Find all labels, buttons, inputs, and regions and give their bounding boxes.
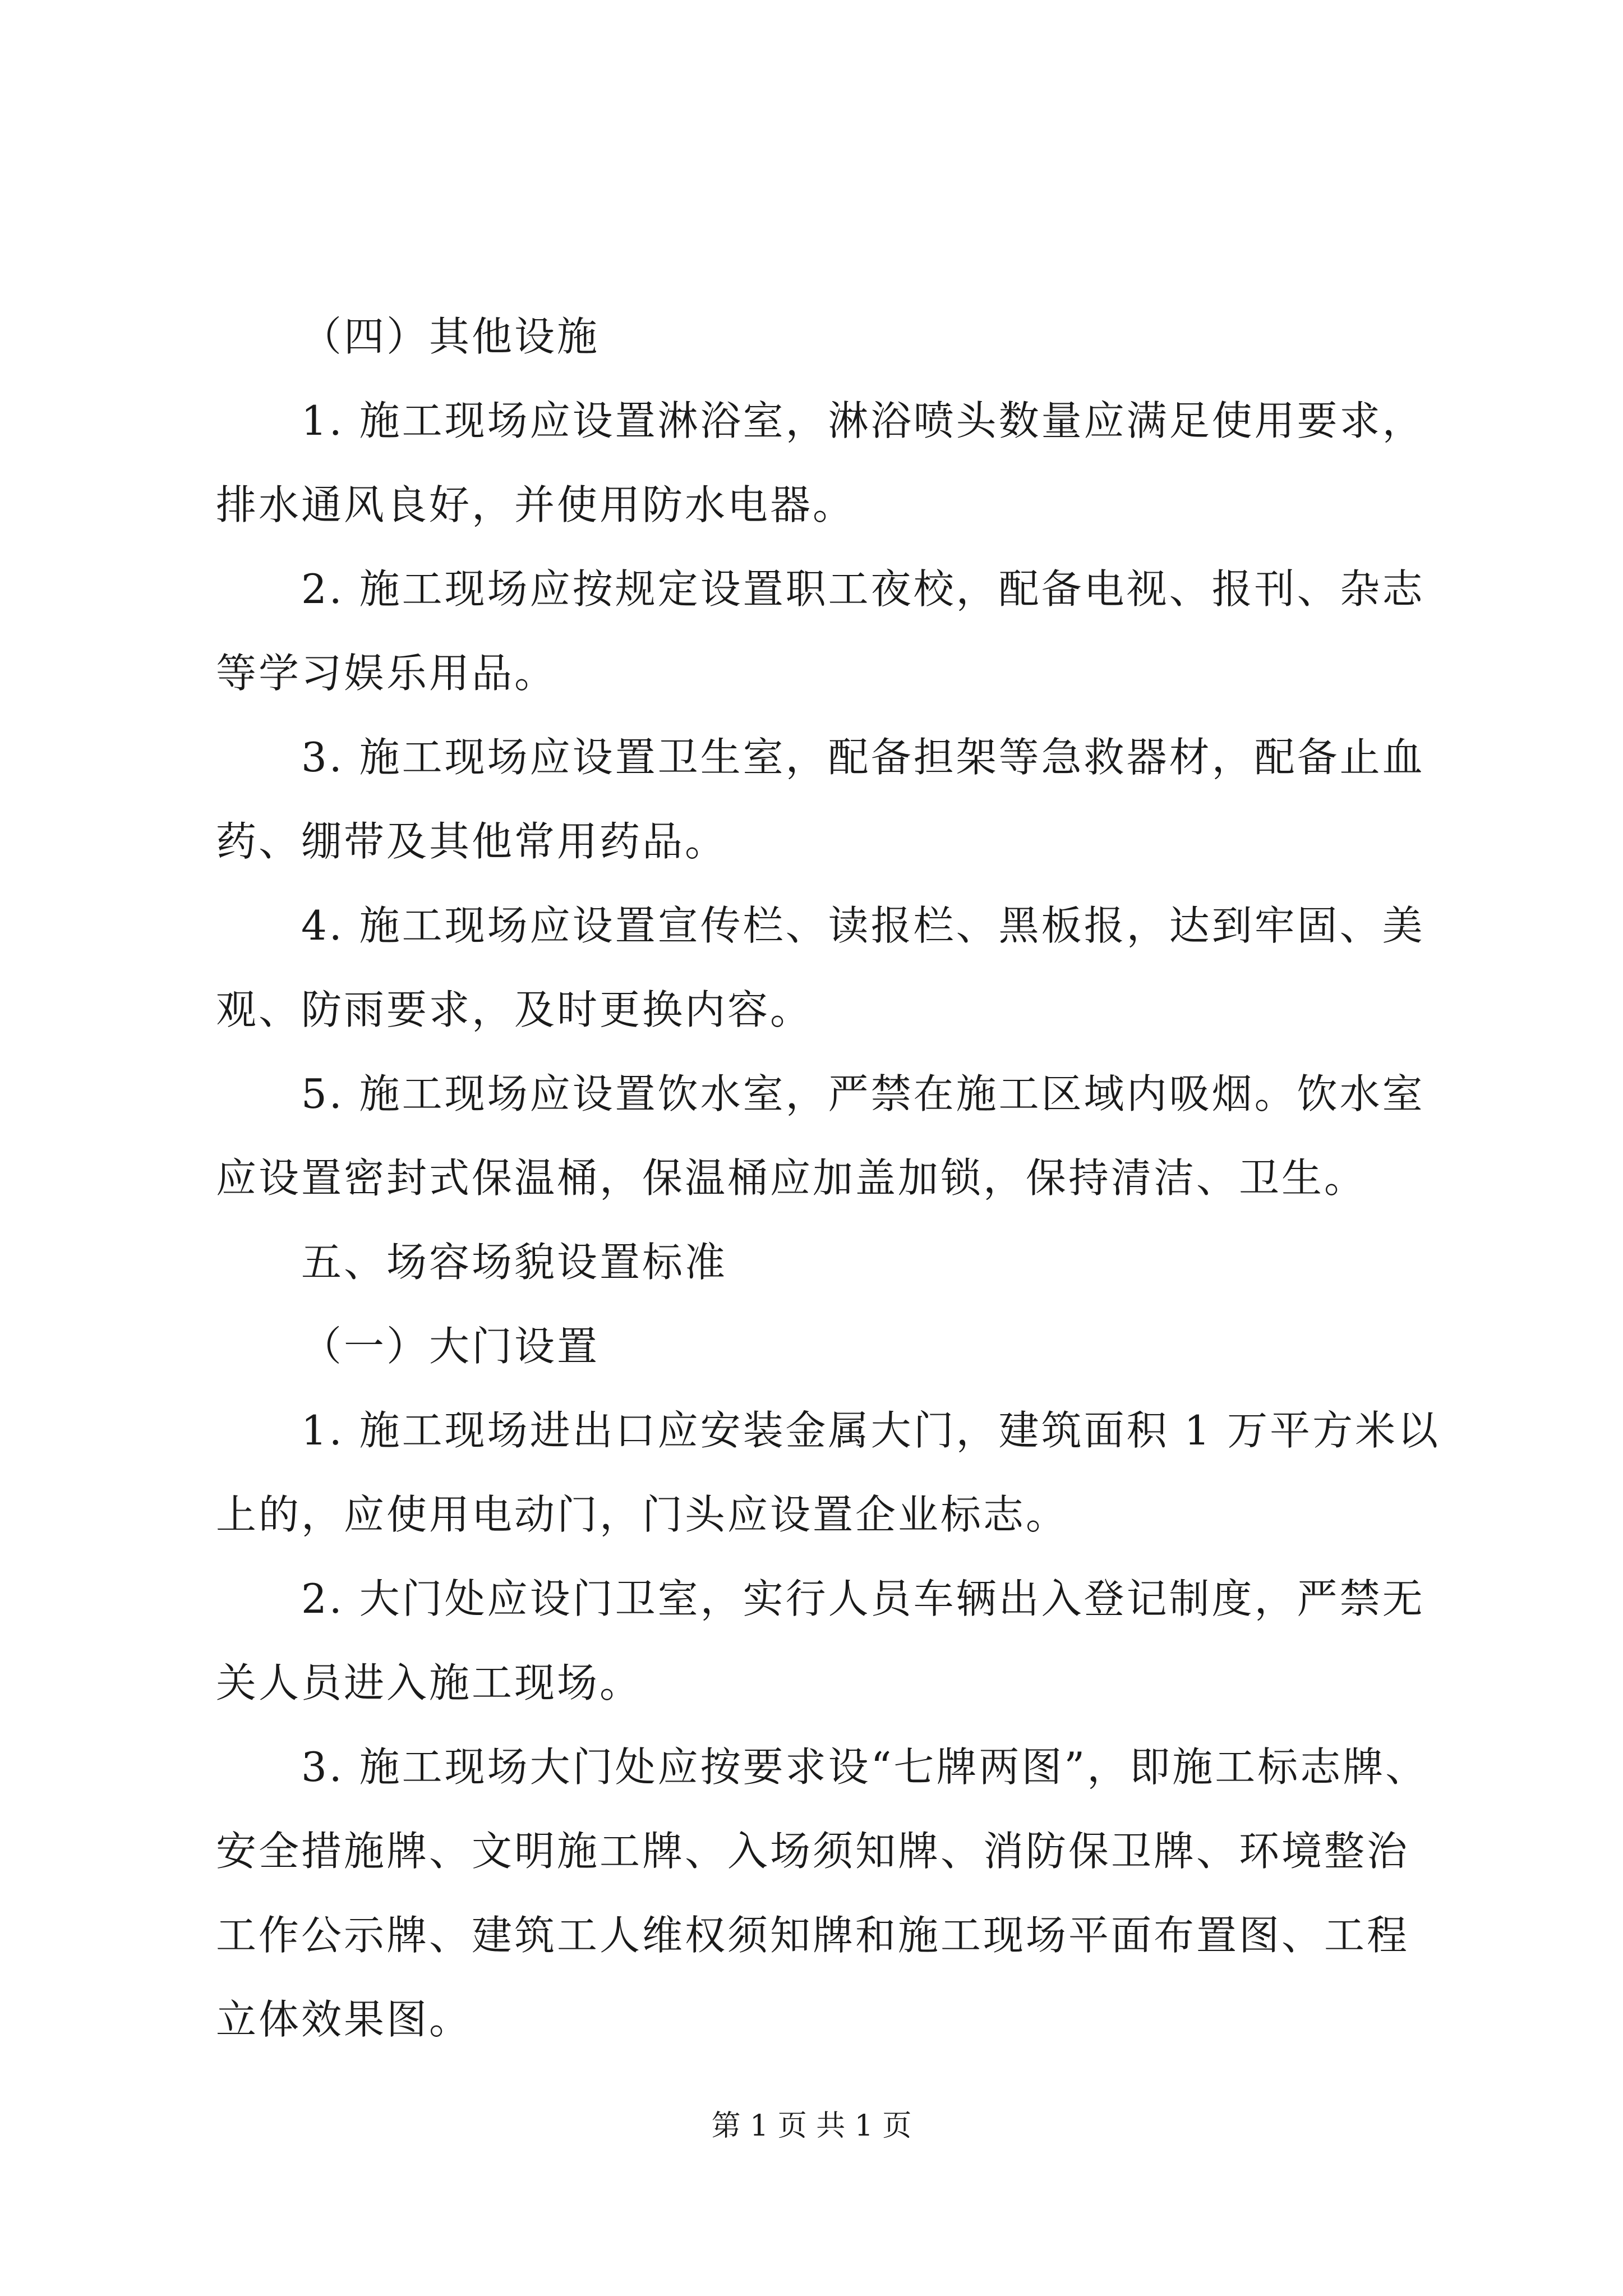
paragraph-line: 等学习娱乐用品。	[216, 650, 557, 697]
paragraph-line: 2. 大门处应设门卫室，实行人员车辆出入登记制度，严禁无	[301, 1575, 1425, 1622]
paragraph-line: 安全措施牌、文明施工牌、入场须知牌、消防保卫牌、环境整治	[216, 1828, 1410, 1875]
section-heading-gate-setup: （一）大门设置	[301, 1323, 600, 1370]
paragraph-line: 排水通风良好，并使用防水电器。	[216, 481, 856, 528]
paragraph-line: 3. 施工现场大门处应按要求设“七牌两图”，即施工标志牌、	[301, 1743, 1428, 1791]
paragraph-line: 药、绷带及其他常用药品。	[216, 818, 728, 865]
section-heading-other-facilities: （四）其他设施	[301, 313, 600, 360]
page-footer: 第 1 页 共 1 页	[711, 2109, 912, 2143]
paragraph-line: 1. 施工现场应设置淋浴室，淋浴喷头数量应满足使用要求，	[301, 397, 1425, 444]
section-heading-site-appearance: 五、场容场貌设置标准	[301, 1239, 728, 1286]
paragraph-line: 立体效果图。	[216, 1996, 472, 2043]
paragraph-line: 工作公示牌、建筑工人维权须知牌和施工现场平面布置图、工程	[216, 1912, 1410, 1959]
paragraph-line: 应设置密封式保温桶，保温桶应加盖加锁，保持清洁、卫生。	[216, 1154, 1367, 1202]
paragraph-line: 5. 施工现场应设置饮水室，严禁在施工区域内吸烟。饮水室	[301, 1070, 1425, 1117]
paragraph-line: 观、防雨要求，及时更换内容。	[216, 986, 813, 1033]
paragraph-line: 1. 施工现场进出口应安装金属大门，建筑面积 1 万平方米以	[301, 1407, 1441, 1454]
paragraph-line: 3. 施工现场应设置卫生室，配备担架等急救器材，配备止血	[301, 734, 1425, 781]
paragraph-line: 2. 施工现场应按规定设置职工夜校，配备电视、报刊、杂志	[301, 565, 1425, 613]
paragraph-line: 上的，应使用电动门，门头应设置企业标志。	[216, 1491, 1069, 1538]
paragraph-line: 关人员进入施工现场。	[216, 1659, 643, 1706]
paragraph-line: 4. 施工现场应设置宣传栏、读报栏、黑板报，达到牢固、美	[301, 902, 1425, 949]
document-body	[216, 295, 1441, 2062]
